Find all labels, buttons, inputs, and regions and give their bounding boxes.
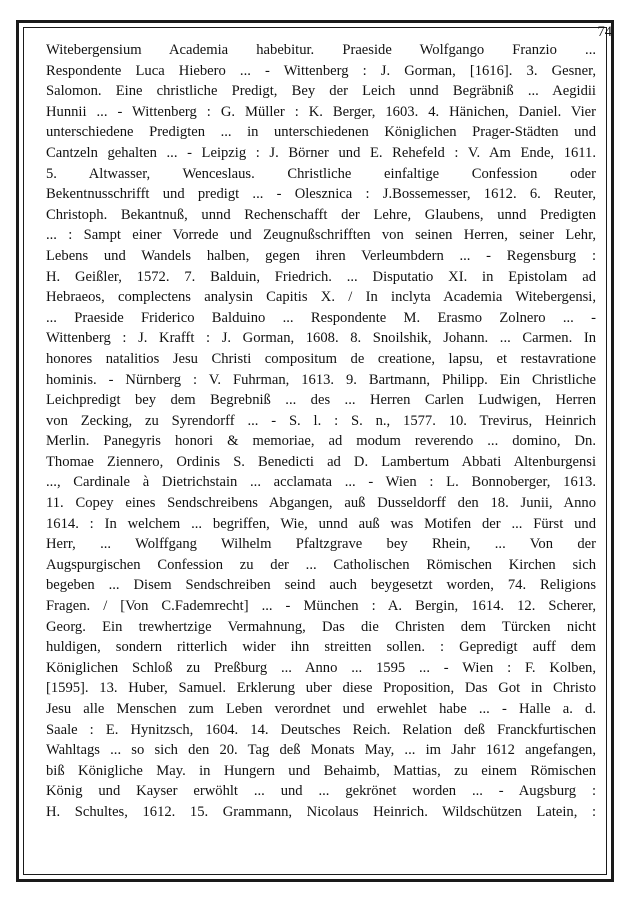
- text-line: Hunnii ... - Wittenberg : G. Müller : K. Berger, 1603. 4. Hänichen, Daniel. Vier: [46, 103, 596, 120]
- text-line: honores natalitios Jesu Christi compositum de creatione, lapsu, et restavratione: [46, 350, 596, 367]
- text-line: Witebergensium Academia habebitur. Praeside Wolfgango Franzio ...: [46, 42, 596, 58]
- text-line: Bekentnusschrifft und predigt ... - Olesznica : J.Bossemesser, 1612. 6. Reuter,: [46, 186, 596, 203]
- bibliography-text: [46, 40, 596, 823]
- text-line: 1614. : In welchem ... begriffen, Wie, unnd auß was Motifen der ... Fürst und: [46, 515, 596, 532]
- text-line: begeben ... Disem Sendschreiben seind auch beygesetzt worden, 74. Religions: [46, 577, 596, 594]
- text-line: huldigen, sondern ritterlich wider ihn streitten sollen. : Gepredigt auff dem: [46, 639, 596, 656]
- text-line: Thomae Ziennero, Ordinis S. Benedicti ad D. Lambertum Abbati Altenburgensi: [46, 453, 596, 470]
- text-line: H. Geißler, 1572. 7. Balduin, Friedrich. ... Disputatio XI. in Epistolam ad: [46, 268, 596, 285]
- text-line: von Zecking, zu Syrendorff ... - S. l. : S. n., 1577. 10. Trevirus, Heinrich: [46, 412, 596, 429]
- text-line: König und Kayser erwöhlt ... und ... gekrönet worden ... - Augsburg :: [46, 783, 596, 800]
- text-line: Wahltags ... so sich den 20. Tag deß Monats May, ... im Jahr 1612 angefangen,: [46, 742, 596, 759]
- text-line: ... Praeside Friderico Balduino ... Respondente M. Erasmo Zolnero ... -: [46, 309, 596, 326]
- text-line: Leichpredigt bey dem Begrebniß ... des ... Herren Carlen Ludwigen, Herren: [46, 392, 596, 409]
- text-line: Hebraeos, complectens analysin Capitis X. / In inclyta Academia Witebergensi,: [46, 289, 596, 306]
- text-line: Jesu alle Menschen zum Leben verordnet und erwehlet habe ... - Halle a. d.: [46, 701, 596, 717]
- text-line: Herr, ... Wolffgang Wilhelm Pfaltzgrave bey Rhein, ... Von der: [46, 536, 596, 553]
- text-line: Saale : E. Hynitzsch, 1604. 14. Deutsches Reich. Relation deß Franckfurtischen: [46, 721, 596, 738]
- text-line: hominis. - Nürnberg : V. Fuhrman, 1613. 9. Bartmann, Philipp. Ein Christliche: [46, 371, 596, 388]
- text-line: 5. Altwasser, Wenceslaus. Christliche einfaltige Confession oder: [46, 165, 596, 182]
- text-line: ... : Sampt einer Vorrede und Zeugnußschrifften von seinen Herren, seiner Lehr,: [46, 227, 596, 244]
- text-line: biß Königliche May. in Hungern und Behaimb, Mattias, zu einem Römischen: [46, 762, 596, 779]
- text-line: Augspurgischen Confession zu der ... Catholischen Römischen Kirchen sich: [46, 556, 596, 573]
- text-line: Lebens und Wandels halben, gegen ihren Verleumbdern ... - Regensburg :: [46, 247, 596, 264]
- text-line: Christoph. Bekantnuß, unnd Rechenschafft der Lehre, Glaubens, unnd Predigten: [46, 206, 596, 223]
- page-number: 74: [597, 24, 612, 40]
- text-line: [1595]. 13. Huber, Samuel. Erklerung uber diese Proposition, Das Got in Christo: [46, 680, 596, 697]
- text-line: Georg. Ein trewhertzige Vermahnung, Das die Christen dem Türcken nicht: [46, 618, 596, 635]
- text-line: Fragen. / [Von C.Fademrecht] ... - München : A. Bergin, 1614. 12. Scherer,: [46, 598, 596, 615]
- text-line: H. Schultes, 1612. 15. Grammann, Nicolaus Heinrich. Wildschützen Latein, :: [46, 803, 596, 820]
- text-line: unterschiedene Predigten ... in unterschiedenen Königlichen Prager-Städten und: [46, 124, 596, 141]
- text-line: Cantzeln gehalten ... - Leipzig : J. Börner und E. Rehefeld : V. Am Ende, 1611.: [46, 144, 596, 161]
- text-line: ..., Cardinale à Dietrichstain ... acclamata ... - Wien : L. Bonnoberger, 1613.: [46, 474, 596, 491]
- text-line: Königlichen Schloß zu Preßburg ... Anno ... 1595 ... - Wien : F. Kolben,: [46, 659, 596, 676]
- text-line: Merlin. Panegyris honori & memoriae, ad modum reverendo ... domino, Dn.: [46, 433, 596, 450]
- text-line: 11. Copey eines Sendschreibens Abgangen, auß Dusseldorff den 18. Junii, Anno: [46, 495, 596, 512]
- text-line: Salomon. Eine christliche Predigt, Bey der Leich unnd Begräbniß ... Aegidii: [46, 83, 596, 100]
- text-line: Wittenberg : J. Krafft : J. Gorman, 1608. 8. Snoilshik, Johann. ... Carmen. In: [46, 330, 596, 347]
- text-line: Respondente Luca Hiebero ... - Wittenberg : J. Gorman, [1616]. 3. Gesner,: [46, 62, 596, 79]
